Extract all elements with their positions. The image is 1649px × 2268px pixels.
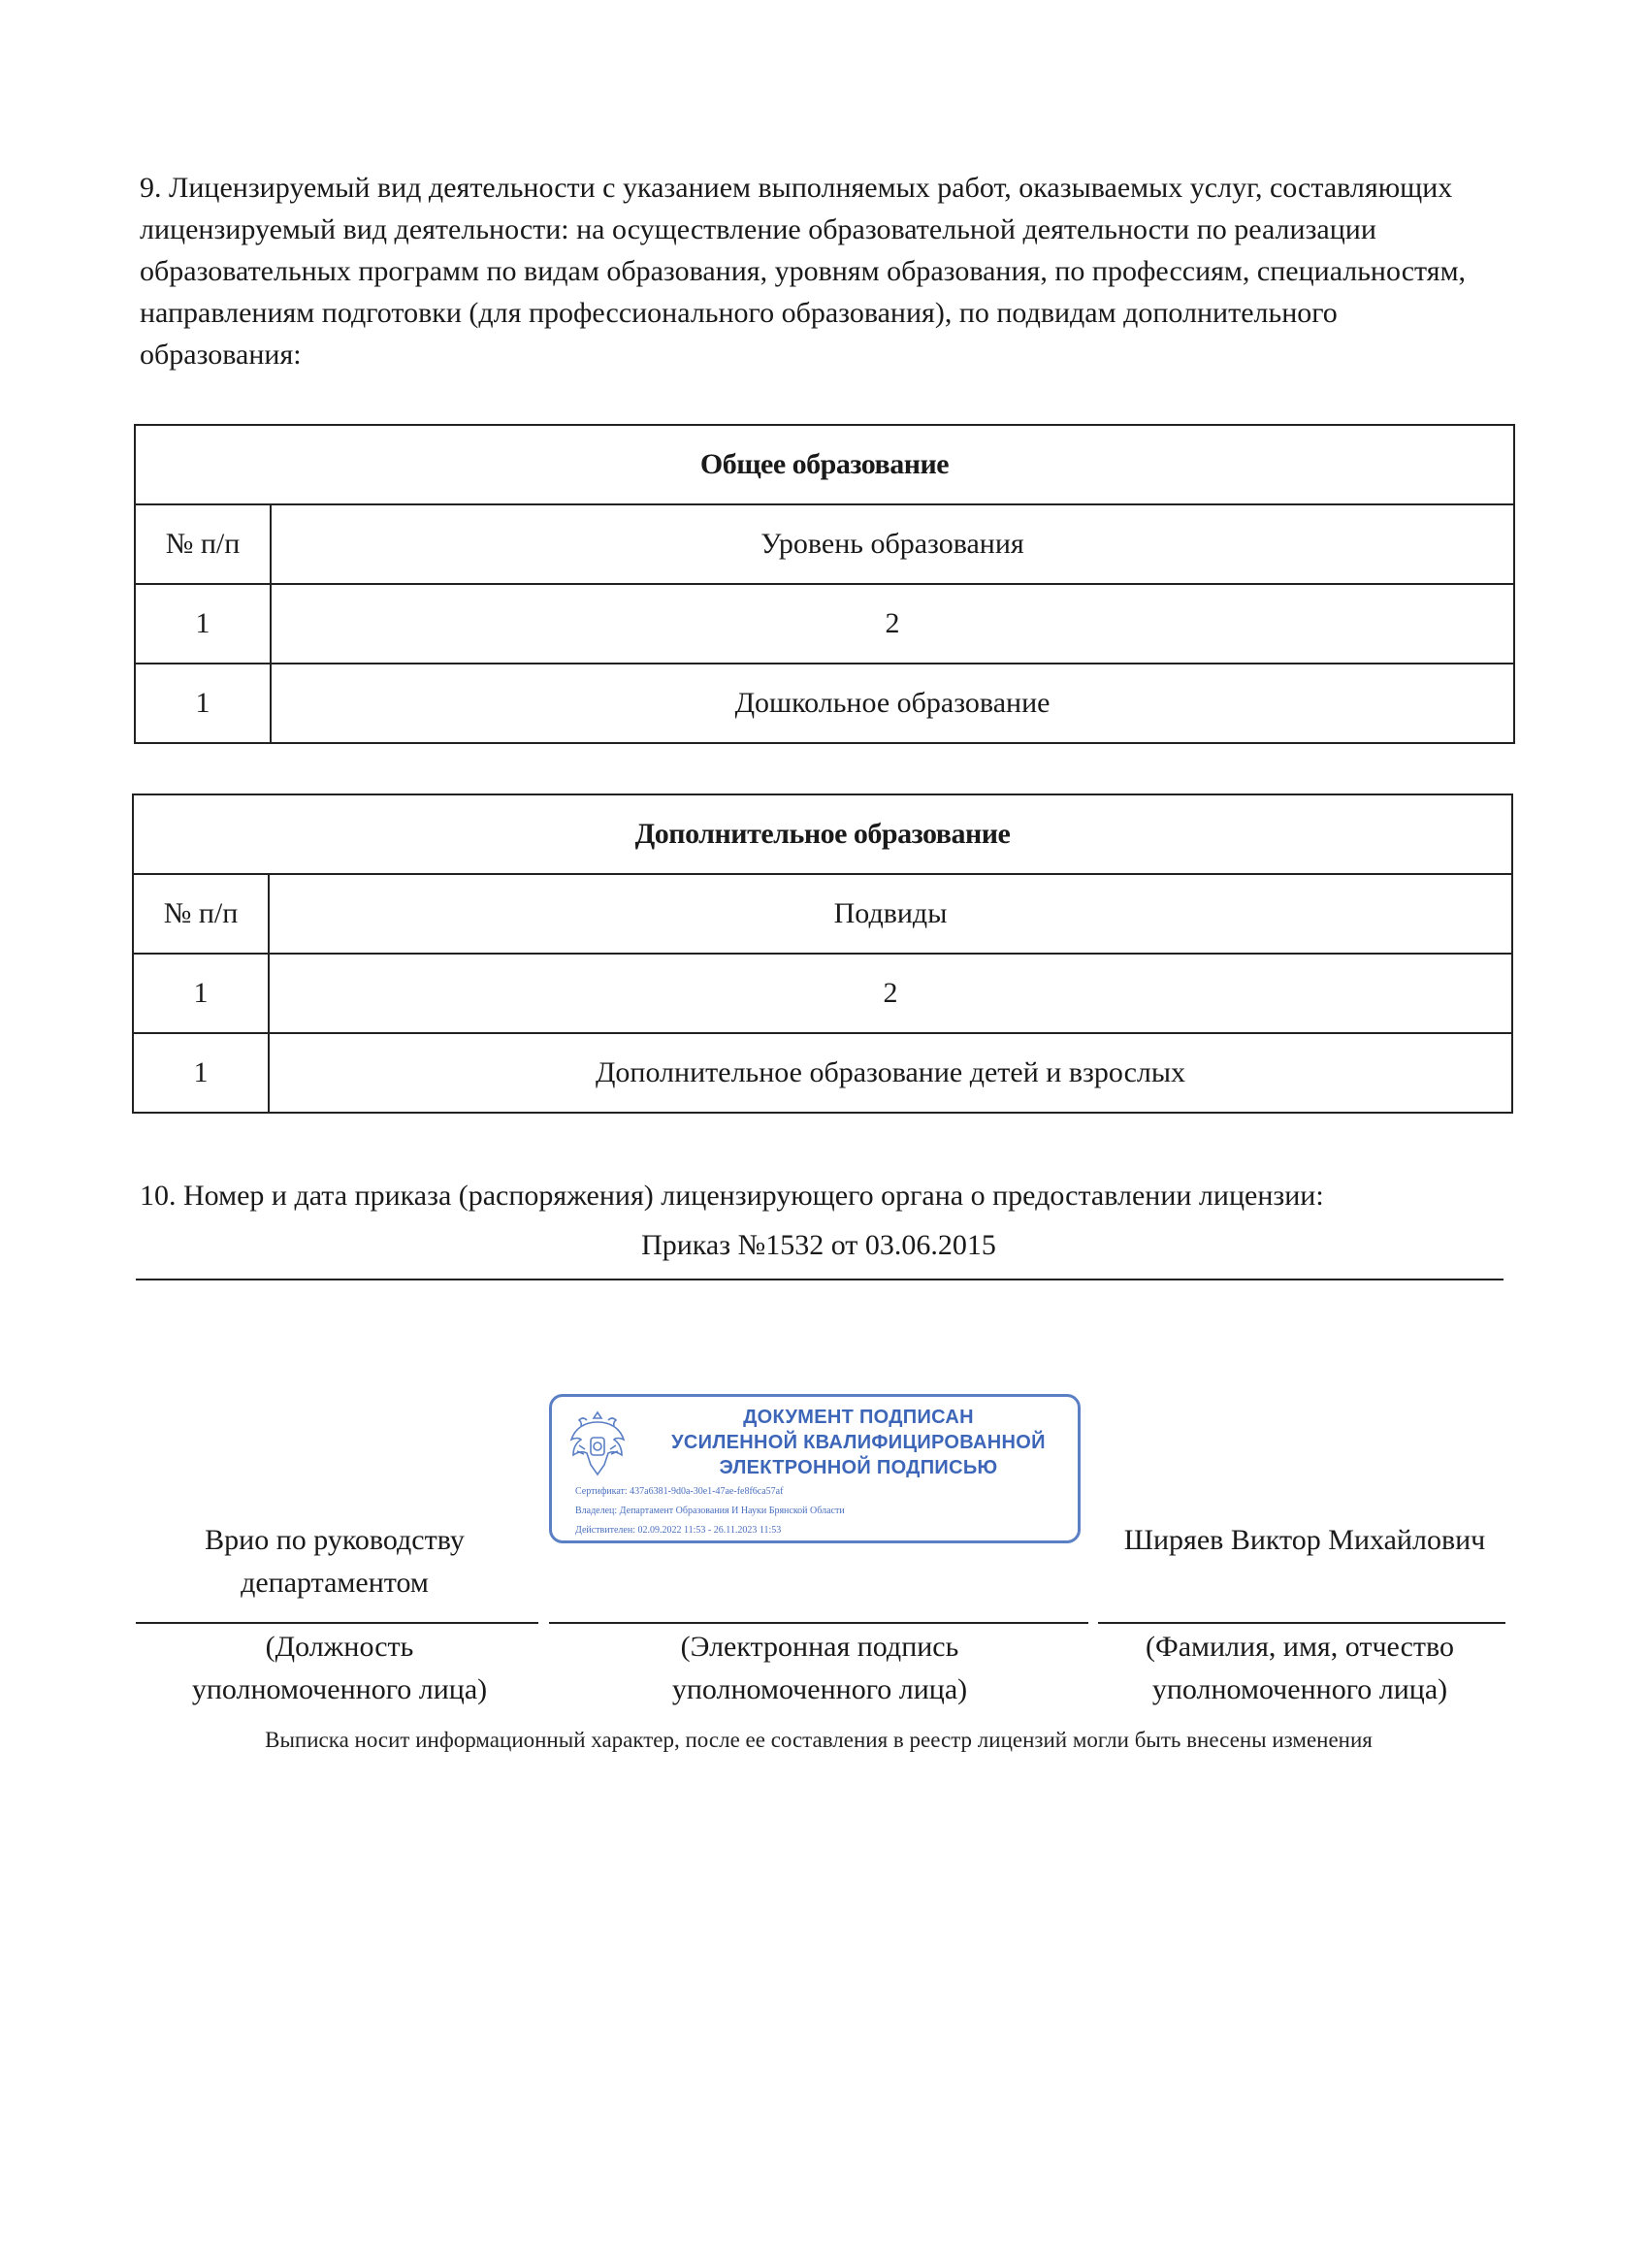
signature-caption: (Электронная подпись уполномоченного лица) [671, 1631, 968, 1705]
table-cell: 2 [269, 954, 1512, 1033]
table-cell: 1 [133, 954, 269, 1033]
stamp-validity: Действителен: 02.09.2022 11:53 - 26.11.2023 11:53 [575, 1525, 782, 1536]
footer-note: Выписка носит информационный характер, после ее составления в реестр лицензий могли быть внесены изменения [265, 1728, 1373, 1752]
signature-line [549, 1622, 1088, 1624]
column-header-number: № п/п [133, 874, 269, 954]
coat-of-arms-icon [566, 1407, 630, 1480]
additional-education-title: Дополнительное образование [133, 794, 1512, 874]
column-header-level: Уровень образования [271, 504, 1514, 584]
section-9-text: 9. Лицензируемый вид деятельности с указанием выполняемых работ, оказываемых услуг, составляющих лицензируемый вид деятельности: на осуществление образовательной деятельности по реализации образовательных программ по видам образования, уровням образования, по профессиям, специальностям, направлениям подготовки (для профессионального образования), по подвидам дополнительного образования: [140, 172, 1467, 371]
additional-education-table [132, 794, 1513, 1114]
table-row [133, 1033, 1512, 1113]
table-cell: Дошкольное образование [271, 664, 1514, 743]
signatory-position: Врио по руководству департаментом [205, 1524, 465, 1599]
column-header-subtypes: Подвиды [269, 874, 1512, 954]
table-row [135, 664, 1514, 743]
divider [136, 1279, 1504, 1280]
table-cell: 1 [135, 664, 271, 743]
table-header-row [133, 874, 1512, 954]
table-cell: Дополнительное образование детей и взрослых [269, 1033, 1512, 1113]
signatory-name: Ширяев Виктор Михайлович [1123, 1524, 1486, 1556]
stamp-owner: Владелец: Департамент Образования И Науки Брянской Области [575, 1506, 845, 1516]
position-caption: (Должность уполномоченного лица) [191, 1631, 488, 1705]
name-line [1098, 1622, 1505, 1624]
section-10-text: 10. Номер и дата приказа (распоряжения) лицензирующего органа о предоставлении лицензии: [140, 1180, 1324, 1212]
general-education-title: Общее образование [135, 425, 1514, 504]
table-cell: 2 [271, 584, 1514, 664]
stamp-line-2: УСИЛЕННОЙ КВАЛИФИЦИРОВАННОЙ [671, 1432, 1046, 1453]
table-numbering-row [135, 584, 1514, 664]
order-number: Приказ №1532 от 03.06.2015 [641, 1229, 996, 1261]
electronic-signature-stamp [549, 1394, 1081, 1543]
stamp-line-1: ДОКУМЕНТ ПОДПИСАН [743, 1407, 974, 1428]
table-cell: 1 [135, 584, 271, 664]
position-line [136, 1622, 538, 1624]
table-numbering-row [133, 954, 1512, 1033]
stamp-line-3: ЭЛЕКТРОННОЙ ПОДПИСЬЮ [719, 1457, 998, 1478]
stamp-certificate: Сертификат: 437a6381-9d0a-30e1-47ae-fe8f6ca57af [575, 1486, 784, 1497]
column-header-number: № п/п [135, 504, 271, 584]
general-education-table [134, 424, 1515, 744]
name-caption: (Фамилия, имя, отчество уполномоченного лица) [1146, 1631, 1454, 1705]
stamp-heading [645, 1405, 1072, 1480]
table-cell: 1 [133, 1033, 269, 1113]
table-header-row [135, 504, 1514, 584]
